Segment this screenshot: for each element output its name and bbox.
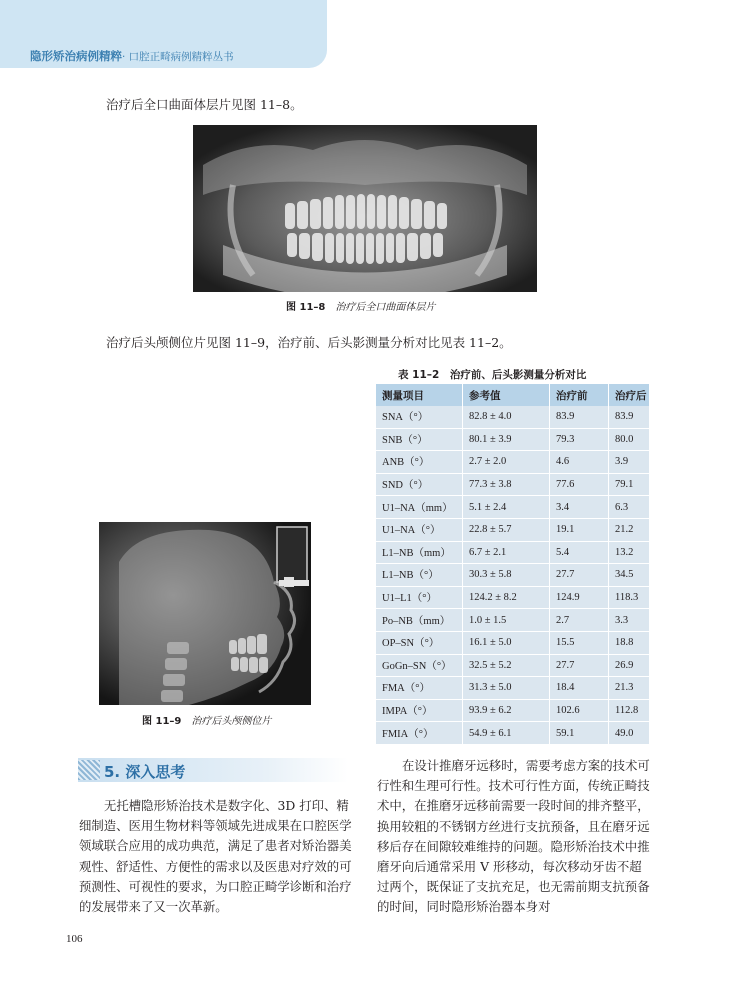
figure-11-8-text: 治疗后全口曲面体层片: [335, 302, 436, 313]
cell-before: 18.4: [550, 677, 609, 700]
table-row: [376, 699, 650, 722]
panoramic-xray-image: [193, 125, 537, 292]
cell-item: U1–NA（°）: [376, 518, 463, 541]
cell-item: U1–NA（mm）: [376, 496, 463, 519]
figure-11-9-number: 图 11–9: [142, 716, 182, 727]
cell-reference: 82.8 ± 4.0: [463, 406, 550, 428]
cephalometric-xray-image: [99, 522, 311, 705]
cell-item: FMIA（°）: [376, 722, 463, 745]
table-row: [376, 496, 650, 519]
intro-paragraph: 治疗后全口曲面体层片见图 11–8。: [106, 97, 303, 112]
cell-after: 34.5: [609, 564, 650, 587]
cell-after: 3.3: [609, 609, 650, 632]
cell-item: IMPA（°）: [376, 699, 463, 722]
header-reference: 参考值: [463, 384, 550, 406]
cell-before: 15.5: [550, 631, 609, 654]
cell-item: SNB（°）: [376, 428, 463, 451]
cell-item: U1–L1（°）: [376, 586, 463, 609]
cell-before: 3.4: [550, 496, 609, 519]
cell-reference: 6.7 ± 2.1: [463, 541, 550, 564]
page-number: 106: [66, 933, 83, 945]
cephalometric-xray-drawing: [99, 522, 311, 705]
table-row: [376, 631, 650, 654]
cell-reference: 5.1 ± 2.4: [463, 496, 550, 519]
cell-after: 79.1: [609, 473, 650, 496]
table-row: [376, 451, 650, 474]
cell-item: Po–NB（mm）: [376, 609, 463, 632]
cell-reference: 54.9 ± 6.1: [463, 722, 550, 745]
cell-reference: 80.1 ± 3.9: [463, 428, 550, 451]
cell-after: 18.8: [609, 631, 650, 654]
cell-reference: 31.3 ± 5.0: [463, 677, 550, 700]
cell-item: SNA（°）: [376, 406, 463, 428]
cell-before: 2.7: [550, 609, 609, 632]
cell-reference: 2.7 ± 2.0: [463, 451, 550, 474]
cell-after: 21.2: [609, 518, 650, 541]
cell-before: 19.1: [550, 518, 609, 541]
cell-after: 6.3: [609, 496, 650, 519]
cell-item: GoGn–SN（°）: [376, 654, 463, 677]
table-row: [376, 609, 650, 632]
cell-after: 13.2: [609, 541, 650, 564]
cell-after: 49.0: [609, 722, 650, 745]
table-row: [376, 586, 650, 609]
cell-before: 79.3: [550, 428, 609, 451]
figure-11-9-text: 治疗后头颅侧位片: [191, 716, 272, 727]
cell-reference: 77.3 ± 3.8: [463, 473, 550, 496]
cell-after: 26.9: [609, 654, 650, 677]
figure-11-9-caption: [142, 712, 271, 727]
cell-before: 4.6: [550, 451, 609, 474]
cell-before: 5.4: [550, 541, 609, 564]
right-column-paragraph: 在设计推磨牙远移时，需要考虑方案的技术可行性和生理可行性。技术可行性方面，传统正畸技术中，在推磨牙远移前需要一段时间的排齐整平，换用较粗的不锈钢方丝进行支抗预备，且在磨牙远移后存在间隙较难维持的问题。隐形矫治技术中推磨牙向后通常采用 V 形移动，每次移动牙齿不超过两个，既保证了支抗充足，也无需前期支抗预备的时间，同时隐形矫治器本身对: [377, 758, 650, 915]
cell-after: 118.3: [609, 586, 650, 609]
cell-before: 124.9: [550, 586, 609, 609]
table-row: [376, 677, 650, 700]
cell-reference: 124.2 ± 8.2: [463, 586, 550, 609]
cell-after: 83.9: [609, 406, 650, 428]
cell-item: L1–NB（°）: [376, 564, 463, 587]
table-row: [376, 564, 650, 587]
cell-item: L1–NB（mm）: [376, 541, 463, 564]
table-row: [376, 518, 650, 541]
cell-item: ANB（°）: [376, 451, 463, 474]
cell-reference: 22.8 ± 5.7: [463, 518, 550, 541]
cell-before: 77.6: [550, 473, 609, 496]
table-row: [376, 541, 650, 564]
cell-before: 102.6: [550, 699, 609, 722]
header-after: 治疗后: [609, 384, 650, 406]
series-title: 隐形矫治病例精粹: [30, 49, 122, 63]
cell-reference: 32.5 ± 5.2: [463, 654, 550, 677]
cell-reference: 1.0 ± 1.5: [463, 609, 550, 632]
cell-item: FMA（°）: [376, 677, 463, 700]
header-before: 治疗前: [550, 384, 609, 406]
cephalometric-table: [376, 384, 650, 745]
series-subtitle: · 口腔正畸病例精粹丛书: [122, 51, 234, 63]
cell-reference: 16.1 ± 5.0: [463, 631, 550, 654]
table-header-row: [376, 384, 650, 406]
panoramic-xray-drawing: [193, 125, 537, 292]
table-11-2-title: 表 11–2 治疗前、后头影测量分析对比: [398, 369, 587, 381]
table-row: [376, 406, 650, 428]
section-title: 5. 深入思考: [104, 763, 186, 781]
cell-after: 3.9: [609, 451, 650, 474]
cell-item: OP–SN（°）: [376, 631, 463, 654]
table-row: [376, 473, 650, 496]
table-row: [376, 722, 650, 745]
table-row: [376, 654, 650, 677]
cell-before: 59.1: [550, 722, 609, 745]
header-item: 测量项目: [376, 384, 463, 406]
cell-after: 80.0: [609, 428, 650, 451]
cell-reference: 93.9 ± 6.2: [463, 699, 550, 722]
cell-before: 27.7: [550, 654, 609, 677]
section-heading-pattern: [78, 760, 100, 780]
figure-11-8-caption: [286, 298, 435, 313]
figure-11-8-number: 图 11–8: [286, 302, 326, 313]
cell-reference: 30.3 ± 5.8: [463, 564, 550, 587]
ceph-paragraph: 治疗后头颅侧位片见图 11–9，治疗前、后头影测量分析对比见表 11–2。: [106, 335, 512, 350]
cell-after: 21.3: [609, 677, 650, 700]
section-heading: [78, 758, 348, 782]
cell-after: 112.8: [609, 699, 650, 722]
cell-before: 83.9: [550, 406, 609, 428]
table-row: [376, 428, 650, 451]
cell-before: 27.7: [550, 564, 609, 587]
running-header: [30, 48, 234, 64]
cell-item: SND（°）: [376, 473, 463, 496]
left-column-paragraph: 无托槽隐形矫治技术是数字化、3D 打印、精细制造、医用生物材料等领域先进成果在口腔医学领域联合应用的成功典范，满足了患者对矫治器美观性、舒适性、方便性的需求以及医患对疗效的可预测性、可视性的要求，为口腔正畸学诊断和治疗的发展带来了又一次革新。: [79, 798, 352, 915]
